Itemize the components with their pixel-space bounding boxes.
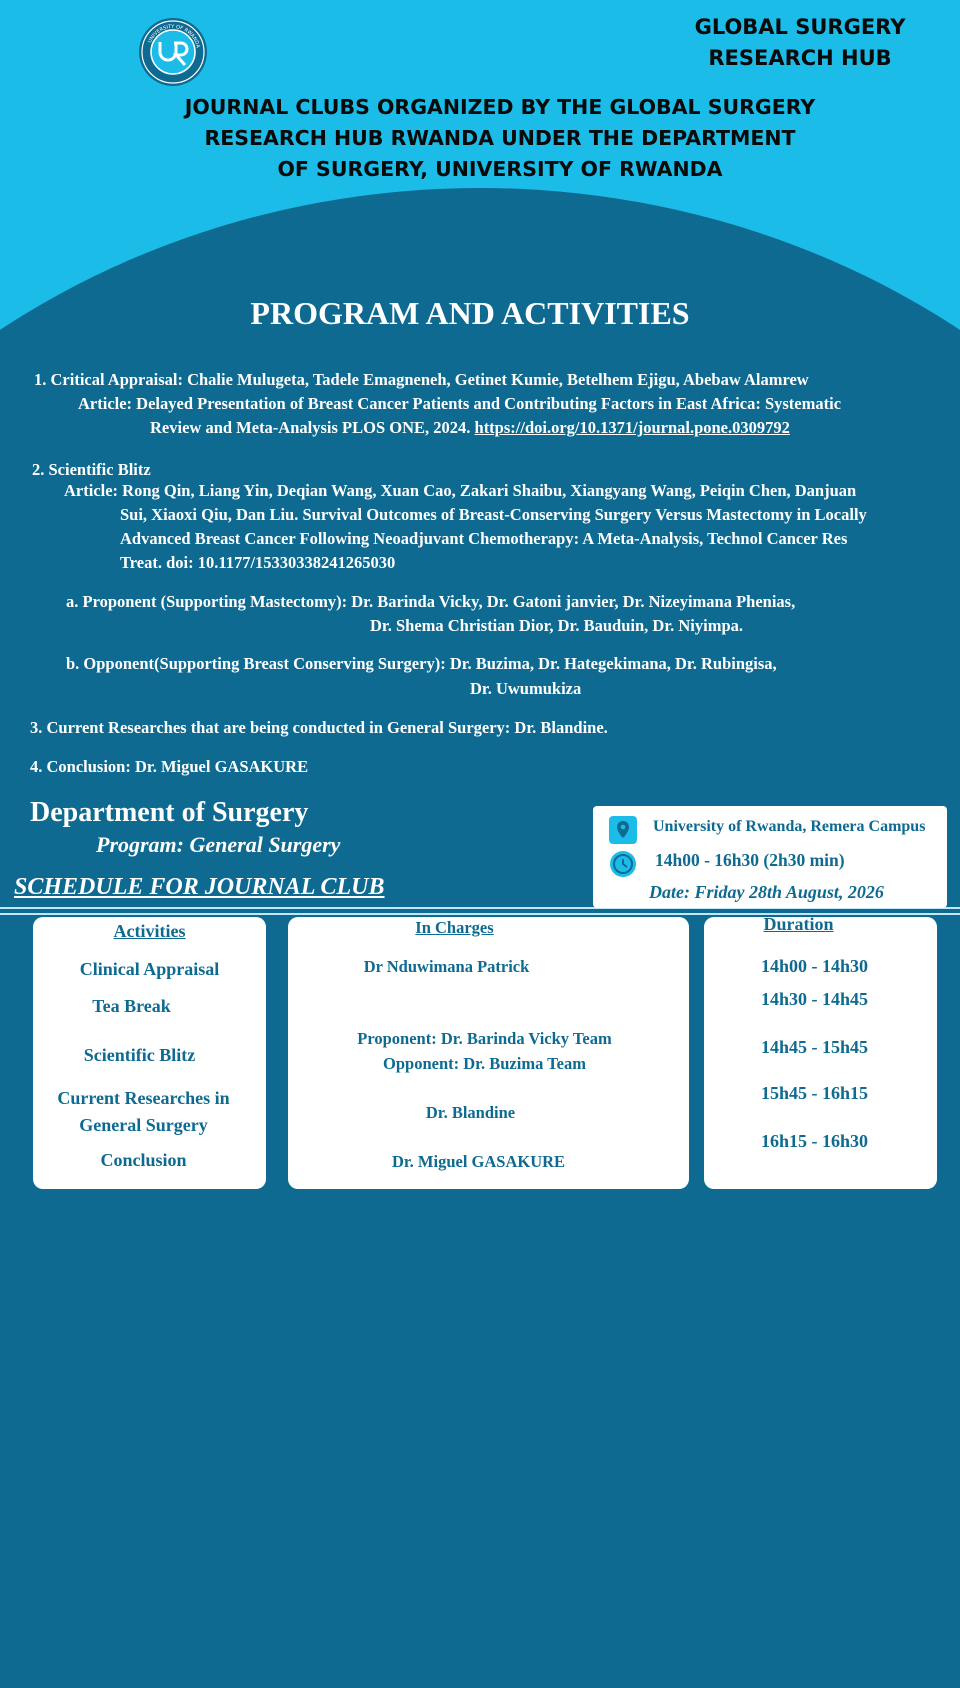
in-charge-row: Dr. Miguel GASAKURE bbox=[391, 1152, 566, 1171]
duration-row: 15h45 - 16h15 bbox=[760, 1083, 868, 1103]
schedule-title: SCHEDULE FOR JOURNAL CLUB bbox=[14, 874, 385, 900]
activities-card bbox=[33, 917, 266, 1189]
in-charge-row: Proponent: Dr. Barinda Vicky Team bbox=[357, 1029, 612, 1048]
logo-arc-text: UNIVERSITY OF RWANDA bbox=[147, 23, 201, 49]
in-charge-row: Dr Nduwimana Patrick bbox=[363, 957, 530, 976]
item2-line2: Sui, Xiaoxi Qiu, Dan Liu. Survival Outcomes of Breast-Conserving Surgery Versus Mastectomy in Locally bbox=[120, 505, 867, 524]
activities-header: Activities bbox=[113, 921, 186, 941]
activity-row: Conclusion bbox=[100, 1150, 187, 1170]
event-info-box bbox=[593, 806, 947, 908]
event-time: 14h00 - 16h30 (2h30 min) bbox=[655, 850, 845, 870]
activity-row: Clinical Appraisal bbox=[79, 959, 220, 979]
university-logo bbox=[138, 17, 208, 87]
item2-line4: Treat. doi: 10.1177/15330338241265030 bbox=[120, 553, 396, 572]
location-pin-icon bbox=[609, 816, 637, 844]
duration-card bbox=[704, 914, 937, 1189]
item1-line1: 1. Critical Appraisal: Chalie Mulugeta, Tadele Emagneneh, Getinet Kumie, Betelhem Ejigu, Abebaw Alamrew bbox=[34, 370, 809, 389]
item2a-line1: a. Proponent (Supporting Mastectomy): Dr. Barinda Vicky, Dr. Gatoni janvier, Dr. Nizeyimana Phenias, bbox=[66, 592, 796, 611]
in-charges-header: In Charges bbox=[415, 918, 494, 937]
item3: 3. Current Researches that are being conducted in General Surgery: Dr. Blandine. bbox=[30, 718, 608, 737]
item2b-line1: b. Opponent(Supporting Breast Conserving Surgery): Dr. Buzima, Dr. Hategekimana, Dr. Rubingisa, bbox=[66, 654, 777, 673]
duration-row: 16h15 - 16h30 bbox=[760, 1131, 868, 1151]
department-title: Department of Surgery bbox=[30, 797, 309, 828]
item1-line2: Article: Delayed Presentation of Breast Cancer Patients and Contributing Factors in East Africa: Systematic bbox=[78, 394, 842, 413]
in-charge-row: Opponent: Dr. Buzima Team bbox=[383, 1054, 586, 1073]
program-title: PROGRAM AND ACTIVITIES bbox=[250, 295, 690, 331]
journal-club-headline: JOURNAL CLUBS ORGANIZED BY THE GLOBAL SURGERY RESEARCH HUB RWANDA UNDER THE DEPARTMENT OF SURGERY, UNIVERSITY OF RWANDA bbox=[184, 95, 816, 181]
event-location: University of Rwanda, Remera Campus bbox=[653, 818, 926, 835]
activity-row: Current Researches in bbox=[57, 1088, 230, 1108]
clock-icon bbox=[609, 850, 637, 878]
duration-row: 14h30 - 14h45 bbox=[760, 989, 868, 1009]
duration-row: 14h00 - 14h30 bbox=[760, 956, 868, 976]
item2-title: 2. Scientific Blitz bbox=[32, 460, 151, 479]
item2a-line2: Dr. Shema Christian Dior, Dr. Bauduin, Dr. Niyimpa. bbox=[370, 616, 744, 635]
program-subtitle: Program: General Surgery bbox=[96, 832, 341, 857]
item2b-line2: Dr. Uwumukiza bbox=[470, 679, 582, 698]
item1-doi-link[interactable]: https://doi.org/10.1371/journal.pone.0309792 bbox=[474, 418, 790, 437]
item2-line3: Advanced Breast Cancer Following Neoadjuvant Chemotherapy: A Meta-Analysis, Technol Cancer Res bbox=[120, 529, 848, 548]
activity-row: General Surgery bbox=[79, 1115, 208, 1135]
in-charges-card bbox=[288, 917, 689, 1189]
item1-line3: Review and Meta-Analysis PLOS ONE, 2024. https://doi.org/10.1371/journal.pone.0309792 bbox=[150, 418, 790, 437]
in-charge-row: Dr. Blandine bbox=[425, 1103, 516, 1122]
duration-header: Duration bbox=[763, 914, 834, 934]
item2-line1: Article: Rong Qin, Liang Yin, Deqian Wang, Xuan Cao, Zakari Shaibu, Xiangyang Wang, Peiqin Chen, Danjuan bbox=[64, 481, 857, 500]
research-hub-title: GLOBAL SURGERY RESEARCH HUB bbox=[694, 15, 906, 70]
activity-row: Scientific Blitz bbox=[83, 1045, 196, 1065]
event-date: Date: Friday 28th August, 2026 bbox=[649, 882, 884, 902]
item4: 4. Conclusion: Dr. Miguel GASAKURE bbox=[30, 757, 309, 776]
activity-row: Tea Break bbox=[92, 996, 171, 1016]
duration-row: 14h45 - 15h45 bbox=[760, 1037, 868, 1057]
